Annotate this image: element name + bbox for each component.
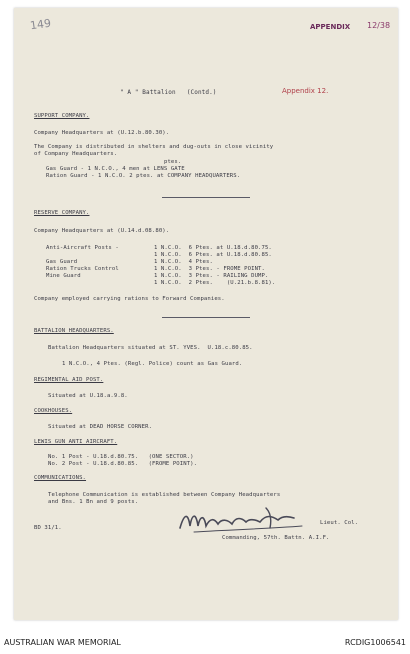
lewis-gun-post-2: No. 2 Post - U.18.d.80.85. (FROME POINT). xyxy=(48,461,198,467)
support-company-title: SUPPORT COMPANY. xyxy=(34,113,90,119)
document-heading: " A " Battalion (Contd.) xyxy=(120,89,217,96)
footer-archive-name: AUSTRALIAN WAR MEMORIAL xyxy=(4,638,121,647)
reserve-row-detail: 1 N.C.O. 4 Ptes. xyxy=(154,259,213,265)
reserve-row-detail: 1 N.C.O. 2 Ptes. (U.21.b.8.81). xyxy=(154,280,276,286)
communications-line2: and Bns. 1 Bn and 9 posts. xyxy=(48,499,139,505)
footer-record-id: RCDIG1006541 xyxy=(344,638,406,647)
reserve-row-detail: 1 N.C.O. 3 Ptes. - FROME POINT. xyxy=(154,266,265,272)
cookhouses-location: Situated at DEAD HORSE CORNER. xyxy=(48,424,153,430)
lewis-gun-post-1: No. 1 Post - U.18.d.80.75. (ONE SECTOR.) xyxy=(48,454,194,460)
signatory-rank: Lieut. Col. xyxy=(320,520,359,526)
battalion-hq-title: BATTALION HEADQUARTERS. xyxy=(34,328,114,334)
reserve-company-title: RESERVE COMPANY. xyxy=(34,210,90,216)
section-separator xyxy=(162,317,250,318)
communications-title: COMMUNICATIONS. xyxy=(34,475,87,481)
reserve-row-label: Gas Guard xyxy=(46,259,78,265)
battalion-hq-guard: 1 N.C.O., 4 Ptes. (Regl. Police) count as Gas Guard. xyxy=(62,361,243,367)
reserve-row-detail: 1 N.C.O. 3 Ptes. - RAILING DUMP. xyxy=(154,273,269,279)
document-page xyxy=(14,8,398,620)
appendix-number: 12/38 xyxy=(367,21,391,30)
reserve-company-hq: Company Headquarters at (U.14.d.08.80). xyxy=(34,228,170,234)
reserve-company-note: Company employed carrying rations to Forward Companies. xyxy=(34,296,225,302)
reserve-row-label: Ration Trucks Control xyxy=(46,266,119,272)
reserve-row-label: Anti-Aircraft Posts - xyxy=(46,245,123,251)
communications-line1: Telephone Communication is established between Company Headquarters xyxy=(48,492,281,498)
aid-post-location: Situated at U.18.a.9.8. xyxy=(48,393,128,399)
support-company-ptes: ptes. xyxy=(164,159,182,165)
handwritten-appendix-note: Appendix 12. xyxy=(282,87,329,95)
signatory-command: Commanding, 57th. Battn. A.I.F. xyxy=(222,535,330,541)
support-company-dist-line1: The Company is distributed in shelters and dug-outs in close vicinity xyxy=(34,144,274,150)
reserve-row-detail: 1 N.C.O. 6 Ptes. at U.18.d.80.75. xyxy=(154,245,272,251)
support-company-ration-guard: Ration Guard - 1 N.C.O. 2 ptes. at COMPANY HEADQUARTERS. xyxy=(46,173,241,179)
support-company-gas-guard: Gas Guard - 1 N.C.O., 4 men at LENS GATE xyxy=(46,166,185,172)
lewis-gun-title: LEWIS GUN ANTI AIRCRAFT. xyxy=(34,439,118,445)
section-separator xyxy=(162,197,250,198)
cookhouses-title: COOKHOUSES. xyxy=(34,408,73,414)
aid-post-title: REGIMENTAL AID POST. xyxy=(34,377,104,383)
pencil-page-number: 149 xyxy=(29,16,52,33)
reserve-row-detail: 1 N.C.O. 6 Ptes. at U.18.d.80.85. xyxy=(154,252,272,258)
appendix-stamp: APPENDIX xyxy=(310,23,351,31)
battalion-hq-location: Battalion Headquarters situated at ST. YVES. U.18.c.80.85. xyxy=(48,345,253,351)
support-company-dist-line2: of Company Headquarters. xyxy=(34,151,118,157)
document-reference: BD 31/1. xyxy=(34,525,62,531)
reserve-row-label: Mine Guard xyxy=(46,273,81,279)
support-company-hq: Company Headquarters at (U.12.b.80.30). xyxy=(34,130,170,136)
handwritten-signature xyxy=(174,504,314,538)
